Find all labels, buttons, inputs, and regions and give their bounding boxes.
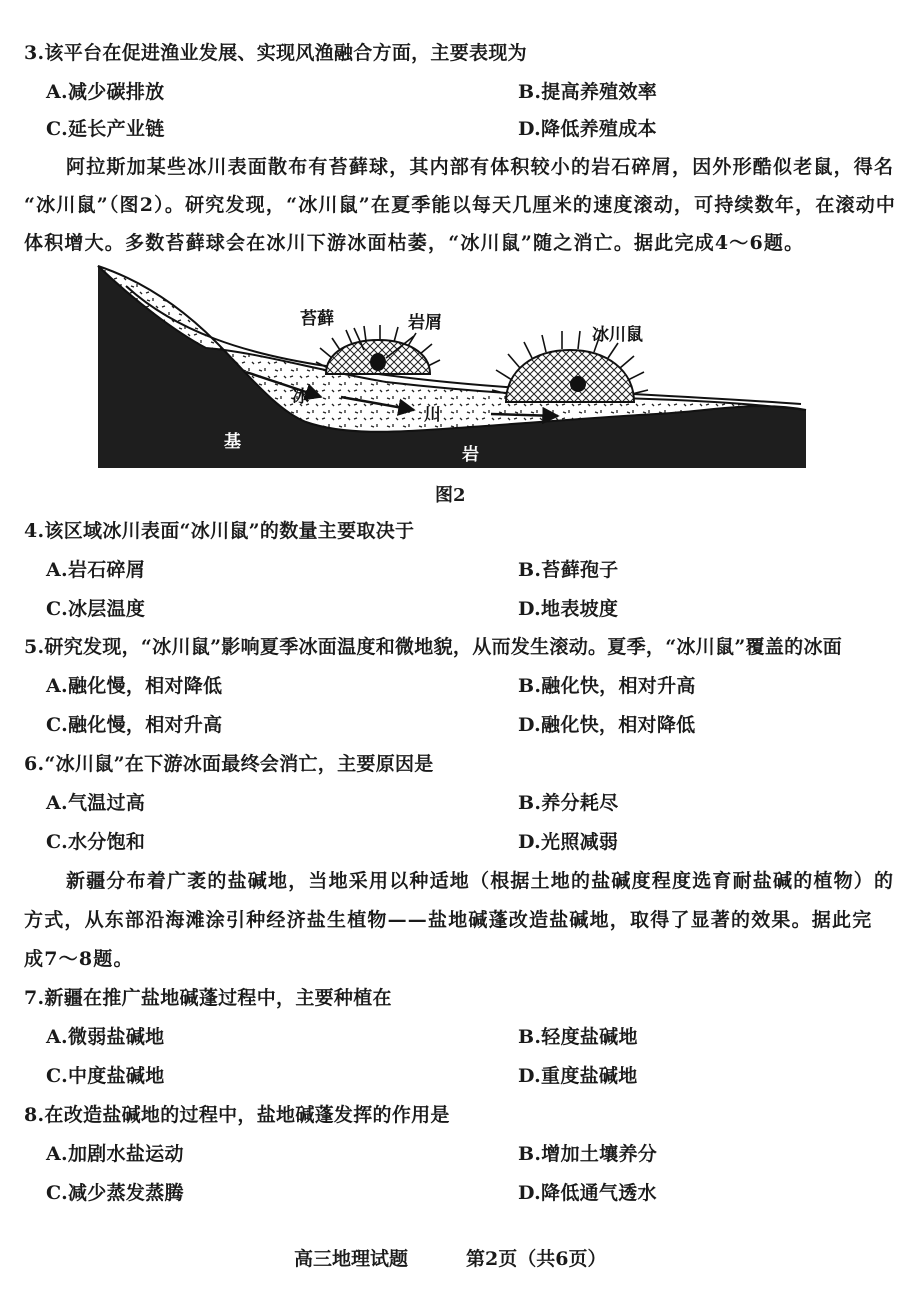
q5-option-d: D.融化快，相对降低 (518, 714, 696, 736)
q4-option-d: D.地表坡度 (518, 598, 619, 620)
q8-option-a: A.加剧水盐运动 (46, 1143, 184, 1165)
figure-caption: 图2 (435, 485, 466, 506)
q4-option-c: C.冰层温度 (46, 598, 146, 620)
q6-option-a: A.气温过高 (46, 792, 146, 814)
q7-option-d: D.重度盐碱地 (518, 1065, 638, 1087)
q6-option-d: D.光照减弱 (518, 831, 619, 853)
q3-option-d: D.降低养殖成本 (518, 118, 657, 140)
q3-option-c: C.延长产业链 (46, 118, 165, 140)
q4-stem: 4.该区域冰川表面“冰川鼠”的数量主要取决于 (24, 520, 415, 542)
passage2-line-2: 方式，从东部沿海滩涂引种经济盐生植物——盐地碱蓬改造盐碱地，取得了显著的效果。据此完 (24, 909, 873, 931)
q8-option-b: B.增加土壤养分 (518, 1143, 658, 1165)
label-ice: 冰 (292, 387, 309, 407)
q5-option-a: A.融化慢，相对降低 (46, 675, 223, 697)
label-base: 基 (224, 432, 241, 452)
q5-option-c: C.融化慢，相对升高 (46, 714, 223, 736)
q6-stem: 6.“冰川鼠”在下游冰面最终会消亡，主要原因是 (24, 753, 434, 775)
q6-option-b: B.养分耗尽 (518, 792, 619, 814)
q7-option-a: A.微弱盐碱地 (46, 1026, 165, 1048)
label-rock: 岩 (462, 445, 479, 465)
label-moss: 苔藓 (300, 309, 334, 329)
q7-option-b: B.轻度盐碱地 (518, 1026, 638, 1048)
footer-page-number: 第2页（共6页） (466, 1248, 607, 1270)
q5-option-b: B.融化快，相对升高 (518, 675, 696, 697)
q3-stem: 3.该平台在促进渔业发展、实现风渔融合方面，主要表现为 (24, 42, 527, 64)
footer-title: 高三地理试题 (294, 1248, 409, 1270)
passage2-line-1: 新疆分布着广袤的盐碱地，当地采用以种适地（根据土地的盐碱度程度选育耐盐碱的植物）的 (66, 870, 895, 892)
glacier-mouse-diagram (96, 262, 808, 472)
q4-option-a: A.岩石碎屑 (46, 559, 146, 581)
passage2-line-3: 成7～8题。 (24, 948, 134, 970)
q8-option-d: D.降低通气透水 (518, 1182, 657, 1204)
label-glacier-mouse: 冰川鼠 (592, 325, 643, 345)
q6-option-c: C.水分饱和 (46, 831, 146, 853)
q8-stem: 8.在改造盐碱地的过程中，盐地碱蓬发挥的作用是 (24, 1104, 450, 1126)
q5-stem: 5.研究发现，“冰川鼠”影响夏季冰面温度和微地貌，从而发生滚动。夏季，“冰川鼠”覆盖的冰面 (24, 636, 843, 658)
label-debris: 岩屑 (408, 313, 442, 333)
bedrock (98, 266, 806, 468)
q7-stem: 7.新疆在推广盐地碱蓬过程中，主要种植在 (24, 987, 392, 1009)
passage1-line-3: 体积增大。多数苔藓球会在冰川下游冰面枯萎，“冰川鼠”随之消亡。据此完成4～6题。 (24, 232, 805, 254)
q8-option-c: C.减少蒸发蒸腾 (46, 1182, 184, 1204)
label-river: 川 (424, 405, 441, 425)
q3-option-b: B.提高养殖效率 (518, 81, 658, 103)
q4-option-b: B.苔藓孢子 (518, 559, 619, 581)
passage1-line-2: “冰川鼠”（图2）。研究发现，“冰川鼠”在夏季能以每天几厘米的速度滚动，可持续数年，在滚动中 (24, 194, 897, 216)
q3-option-a: A.减少碳排放 (46, 81, 165, 103)
passage1-line-1: 阿拉斯加某些冰川表面散布有苔藓球，其内部有体积较小的岩石碎屑，因外形酷似老鼠，得名 (66, 156, 895, 178)
q7-option-c: C.中度盐碱地 (46, 1065, 165, 1087)
